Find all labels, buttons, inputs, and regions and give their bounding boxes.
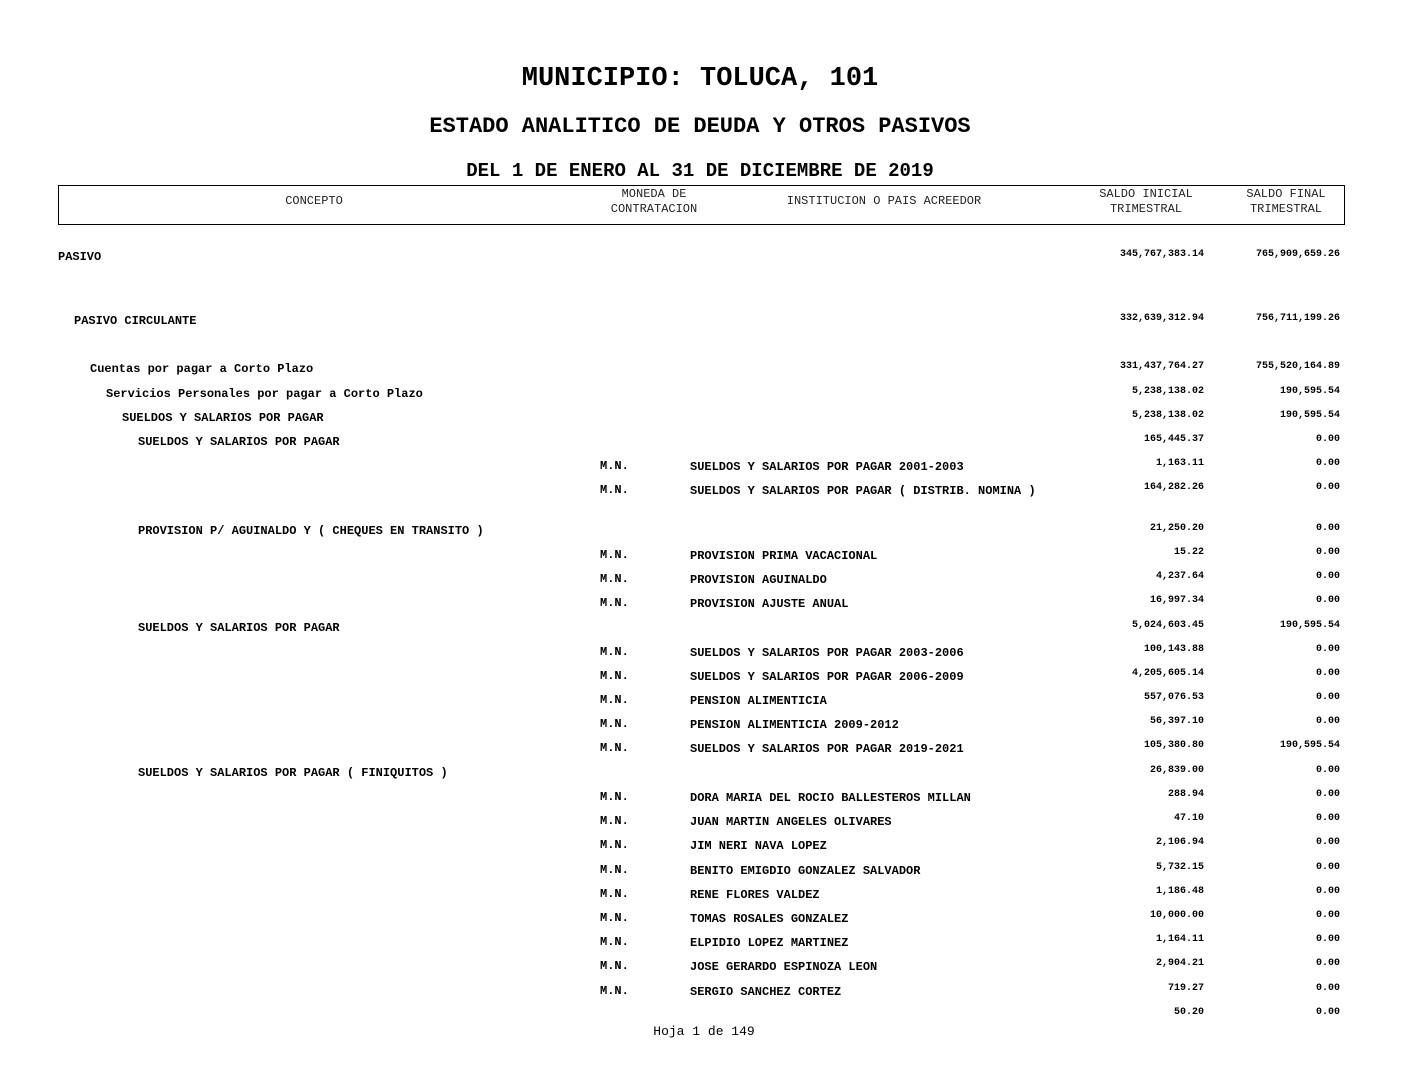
row-institucion: SUELDOS Y SALARIOS POR PAGAR 2019-2021 [690,742,964,756]
row-saldo-inicial: 4,237.64 [1155,571,1204,582]
table-row [0,411,1408,431]
column-header-moneda-line2: CONTRATACION [610,202,698,216]
row-moneda: M.N. [600,887,629,901]
row-saldo-inicial: 719.27 [1167,983,1204,994]
row-moneda: M.N. [600,693,629,707]
table-row [0,572,1408,592]
column-header-saldo-inicial-line2: TRIMESTRAL [1109,202,1182,216]
row-saldo-inicial: 1,163.11 [1155,458,1204,469]
report-subtitle: ESTADO ANALITICO DE DEUDA Y OTROS PASIVOS [429,114,971,139]
row-institucion: JUAN MARTIN ANGELES OLIVARES [690,815,892,829]
row-saldo-inicial: 10,000.00 [1149,910,1204,921]
table-row [0,959,1408,979]
row-saldo-final: 0.00 [1315,789,1340,800]
row-moneda: M.N. [600,863,629,877]
table-row [0,362,1408,382]
row-institucion: PROVISION AJUSTE ANUAL [690,597,849,611]
row-moneda: M.N. [600,984,629,998]
row-saldo-inicial: 165,445.37 [1143,434,1204,445]
table-row [0,717,1408,737]
row-saldo-final: 0.00 [1315,434,1340,445]
row-institucion: PROVISION AGUINALDO [690,573,827,587]
row-concepto: Cuentas por pagar a Corto Plazo [90,362,314,376]
table-row [0,838,1408,858]
table-row [0,669,1408,689]
row-saldo-final: 190,595.54 [1279,410,1340,421]
row-saldo-final: 0.00 [1315,934,1340,945]
row-saldo-inicial: 26,839.00 [1149,765,1204,776]
row-moneda: M.N. [600,548,629,562]
row-saldo-inicial: 5,732.15 [1155,862,1204,873]
row-moneda: M.N. [600,459,629,473]
row-institucion: ELPIDIO LOPEZ MARTINEZ [690,936,849,950]
table-row [0,314,1408,334]
row-saldo-final: 190,595.54 [1279,740,1340,751]
row-saldo-final: 0.00 [1315,482,1340,493]
row-moneda: M.N. [600,645,629,659]
row-moneda: M.N. [600,911,629,925]
row-saldo-inicial: 331,437,764.27 [1119,361,1204,372]
row-moneda: M.N. [600,838,629,852]
column-header-saldo-inicial [1081,187,1211,217]
row-institucion: PENSION ALIMENTICIA 2009-2012 [690,718,899,732]
row-saldo-final: 0.00 [1315,910,1340,921]
row-moneda: M.N. [600,596,629,610]
row-moneda: M.N. [600,790,629,804]
row-concepto: SUELDOS Y SALARIOS POR PAGAR ( FINIQUITOS ) [138,766,448,780]
column-header-concepto: CONCEPTO [285,194,343,208]
row-moneda: M.N. [600,483,629,497]
row-saldo-inicial: 5,024,603.45 [1131,620,1204,631]
row-moneda: M.N. [600,572,629,586]
table-row [0,887,1408,907]
column-header-saldo-final-line1: SALDO FINAL [1246,187,1326,201]
row-institucion: SUELDOS Y SALARIOS POR PAGAR 2001-2003 [690,460,964,474]
report-period: DEL 1 DE ENERO AL 31 DE DICIEMBRE DE 2019 [466,160,934,182]
row-saldo-final: 0.00 [1315,547,1340,558]
row-concepto: SUELDOS Y SALARIOS POR PAGAR [122,411,324,425]
row-saldo-final: 765,909,659.26 [1255,249,1340,260]
table-row [0,984,1408,1004]
row-saldo-final: 756,711,199.26 [1255,313,1340,324]
row-saldo-final: 0.00 [1315,458,1340,469]
row-saldo-inicial: 1,186.48 [1155,886,1204,897]
row-saldo-inicial: 4,205,605.14 [1131,668,1204,679]
row-saldo-inicial: 105,380.80 [1143,740,1204,751]
row-saldo-final: 0.00 [1315,765,1340,776]
row-institucion: SERGIO SANCHEZ CORTEZ [690,985,842,999]
row-concepto: SUELDOS Y SALARIOS POR PAGAR [138,435,340,449]
row-institucion: JIM NERI NAVA LOPEZ [690,839,827,853]
row-moneda: M.N. [600,717,629,731]
table-row [0,935,1408,955]
row-saldo-inicial: 288.94 [1167,789,1204,800]
row-saldo-inicial: 5,238,138.02 [1131,410,1204,421]
row-institucion: JOSE GERARDO ESPINOZA LEON [690,960,878,974]
table-row [0,863,1408,883]
table-header [58,185,1345,225]
column-header-institucion: INSTITUCION O PAIS ACREEDOR [786,194,982,208]
row-saldo-inicial: 1,164.11 [1155,934,1204,945]
table-row [0,596,1408,616]
row-saldo-inicial: 557,076.53 [1143,692,1204,703]
row-saldo-final: 0.00 [1315,813,1340,824]
row-institucion: PENSION ALIMENTICIA [690,694,827,708]
row-saldo-final: 0.00 [1315,523,1340,534]
row-institucion: RENE FLORES VALDEZ [690,888,820,902]
row-concepto: Servicios Personales por pagar a Corto Plazo [106,387,423,401]
row-moneda: M.N. [600,935,629,949]
row-saldo-final: 0.00 [1315,571,1340,582]
row-institucion: BENITO EMIGDIO GONZALEZ SALVADOR [690,864,921,878]
row-moneda: M.N. [600,669,629,683]
row-saldo-final: 755,520,164.89 [1255,361,1340,372]
column-header-moneda-line1: MONEDA DE [621,187,687,201]
row-saldo-inicial: 56,397.10 [1149,716,1204,727]
row-institucion: SUELDOS Y SALARIOS POR PAGAR 2003-2006 [690,646,964,660]
row-saldo-final: 0.00 [1315,644,1340,655]
table-row [0,459,1408,479]
row-saldo-inicial: 2,904.21 [1155,958,1204,969]
row-saldo-final: 0.00 [1315,716,1340,727]
row-saldo-final: 0.00 [1315,862,1340,873]
table-row [0,621,1408,641]
row-saldo-inicial: 47.10 [1173,813,1204,824]
table-row [0,693,1408,713]
row-saldo-final: 0.00 [1315,837,1340,848]
row-concepto: PASIVO CIRCULANTE [74,314,197,328]
row-concepto: SUELDOS Y SALARIOS POR PAGAR [138,621,340,635]
row-institucion: SUELDOS Y SALARIOS POR PAGAR ( DISTRIB. NOMINA ) [690,484,1036,498]
column-header-saldo-final-line2: TRIMESTRAL [1249,202,1322,216]
column-header-saldo-final [1221,187,1351,217]
row-saldo-final: 0.00 [1315,595,1340,606]
row-saldo-inicial: 2,106.94 [1155,837,1204,848]
table-row [0,524,1408,544]
row-saldo-inicial: 164,282.26 [1143,482,1204,493]
table-row [0,790,1408,810]
table-row [0,741,1408,761]
row-saldo-inicial: 15.22 [1173,547,1204,558]
row-saldo-inicial: 332,639,312.94 [1119,313,1204,324]
row-moneda: M.N. [600,814,629,828]
table-row [0,250,1408,270]
row-concepto: PROVISION P/ AGUINALDO Y ( CHEQUES EN TRANSITO ) [138,524,484,538]
table-row [0,911,1408,931]
row-moneda: M.N. [600,741,629,755]
row-saldo-final: 0.00 [1315,958,1340,969]
row-institucion: DORA MARIA DEL ROCIO BALLESTEROS MILLAN [690,791,971,805]
row-saldo-final: 0.00 [1315,692,1340,703]
page-title: MUNICIPIO: TOLUCA, 101 [521,64,879,94]
row-saldo-inicial: 50.20 [1173,1007,1204,1018]
row-saldo-final: 0.00 [1315,1007,1340,1018]
row-saldo-final: 190,595.54 [1279,620,1340,631]
row-saldo-inicial: 5,238,138.02 [1131,386,1204,397]
table-row [0,387,1408,407]
row-saldo-final: 0.00 [1315,983,1340,994]
table-row [0,483,1408,503]
table-row [0,548,1408,568]
table-row [0,435,1408,455]
table-row [0,766,1408,786]
row-institucion: PROVISION PRIMA VACACIONAL [690,549,878,563]
column-header-saldo-inicial-line1: SALDO INICIAL [1099,187,1193,201]
row-saldo-final: 190,595.54 [1279,386,1340,397]
table-row [0,814,1408,834]
row-institucion: SUELDOS Y SALARIOS POR PAGAR 2006-2009 [690,670,964,684]
row-saldo-final: 0.00 [1315,886,1340,897]
row-saldo-inicial: 16,997.34 [1149,595,1204,606]
row-saldo-inicial: 21,250.20 [1149,523,1204,534]
row-saldo-inicial: 100,143.88 [1143,644,1204,655]
row-moneda: M.N. [600,959,629,973]
row-saldo-final: 0.00 [1315,668,1340,679]
page-number: Hoja 1 de 149 [653,1024,755,1039]
row-institucion: TOMAS ROSALES GONZALEZ [690,912,849,926]
row-saldo-inicial: 345,767,383.14 [1119,249,1204,260]
table-row [0,645,1408,665]
row-concepto: PASIVO [58,250,102,264]
